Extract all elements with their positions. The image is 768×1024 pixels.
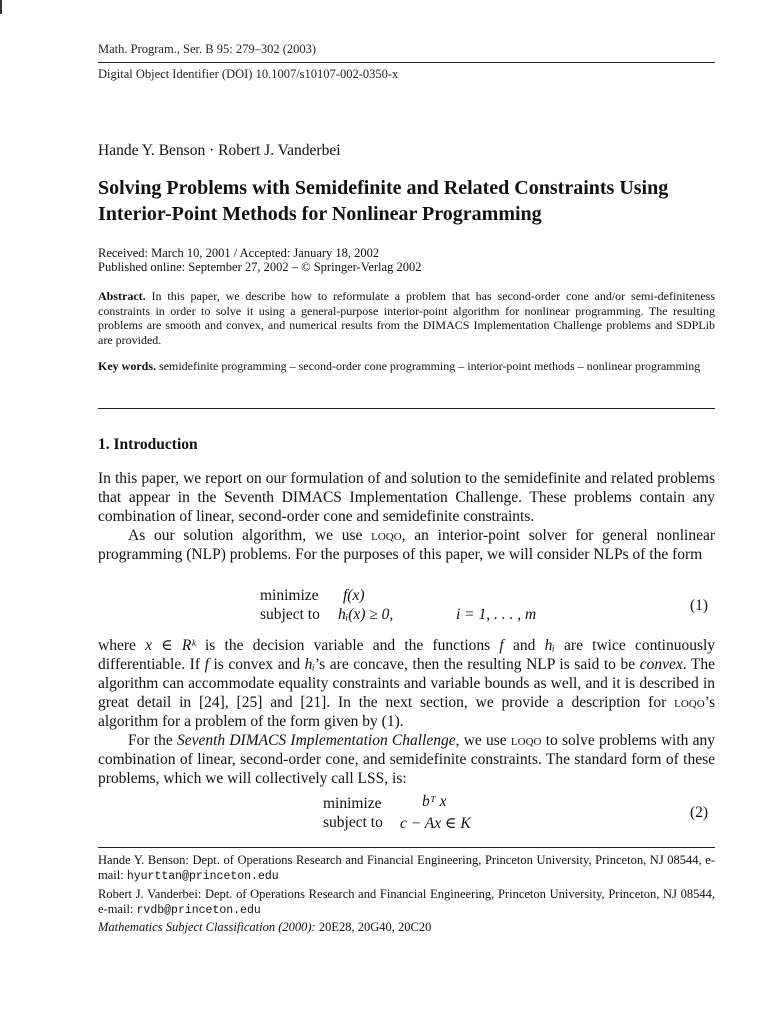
footnote-msc: Mathematics Subject Classification (2000): 20E28, 20G40, 20C20 [98, 920, 432, 934]
eq1-index-range: i = 1, . . . , m [456, 606, 537, 623]
eq1-number: (1) [690, 597, 709, 614]
keywords-text: semidefinite programming – second-order cone programming – interior-point methods – nonlinear programming [159, 359, 701, 373]
eq2-objective: bᵀ x [422, 793, 447, 810]
intro-paragraph-3: where x ∈ Rᵏ is the decision variable and the functions f and hᵢ are twice continuously differentiable. If f is convex and hᵢ’s are concave, then the resulting NLP is said to be convex. The algorithm can accommodate equality constraints and variable bounds as well, and it is described in great detail in [24], [25] and [21]. In the next section, we provide a description for loqo’s algorithm for a problem of the form given by (1). [98, 637, 716, 730]
crop-mark [0, 0, 2, 14]
section-heading: 1. Introduction [98, 436, 198, 453]
footnote-vanderbei: Robert J. Vanderbei: Dept. of Operations Research and Financial Engineering, Princeton University, Princeton, NJ 08544, e-mail: rvdb@princeton.edu [98, 887, 715, 917]
eq1-minimize-label: minimize [260, 587, 319, 604]
eq2-minimize-label: minimize [323, 795, 382, 812]
eq1-subject-label: subject to [260, 606, 320, 623]
keywords-label: Key words. [98, 359, 156, 373]
footnote-rule [98, 847, 715, 848]
loqo-name: loqo [371, 527, 402, 544]
published-date: Published online: September 27, 2002 – © Springer-Verlag 2002 [98, 260, 422, 274]
received-date: Received: March 10, 2001 / Accepted: January 18, 2002 [98, 246, 380, 260]
abstract [98, 289, 715, 347]
author-list: Hande Y. Benson · Robert J. Vanderbei [98, 142, 341, 159]
abstract-label: Abstract. [98, 289, 146, 303]
eq2-number: (2) [690, 804, 709, 821]
header-rule [98, 62, 715, 63]
intro-paragraph-1: In this paper, we report on our formulation of and solution to the semidefinite and related problems that appear in the Seventh DIMACS Implementation Challenge. These problems contain any combination of linear, second-order cone and semidefinite constraints. [98, 470, 715, 525]
abstract-rule [98, 408, 715, 409]
vanderbei-email[interactable]: rvdb@princeton.edu [136, 904, 261, 917]
footnote-benson: Hande Y. Benson: Dept. of Operations Research and Financial Engineering, Princeton University, Princeton, NJ 08544, e-mail: hyurttan@princeton.edu [98, 853, 715, 883]
doi-line: Digital Object Identifier (DOI) 10.1007/s10107-002-0350-x [98, 67, 399, 81]
intro-paragraph-4: For the Seventh DIMACS Implementation Challenge, we use loqo to solve problems with any combination of linear, second-order cone, and semidefinite constraints. The standard form of these problems, which we will collectively call LSS, is: [98, 732, 716, 787]
eq2-subject-label: subject to [323, 814, 383, 831]
benson-email[interactable]: hyurttan@princeton.edu [126, 870, 279, 883]
eq1-constraint: hᵢ(x) ≥ 0, [338, 606, 394, 623]
abstract-text: In this paper, we describe how to reformulate a problem that has second-order cone and/or semi-definiteness constraints in order to solve it using a general-purpose interior-point algorithm for nonlinear programming. The resulting problems are smooth and convex, and numerical results from the DIMACS Implementation Challenge problems and SDPLib are provided. [98, 289, 716, 347]
eq2-constraint: c − Ax ∈ K [400, 815, 471, 832]
eq1-objective: f(x) [343, 587, 365, 604]
intro-paragraph-2: As our solution algorithm, we use loqo, an interior-point solver for general nonlinear programming (NLP) problems. For the purposes of this paper, we will consider NLPs of the form [98, 527, 715, 563]
journal-reference: Math. Program., Ser. B 95: 279–302 (2003) [98, 42, 317, 56]
keywords [98, 359, 715, 374]
paper-title: Solving Problems with Semidefinite and Related Constraints Using Interior-Point Methods for Nonlinear Programming [98, 177, 669, 225]
